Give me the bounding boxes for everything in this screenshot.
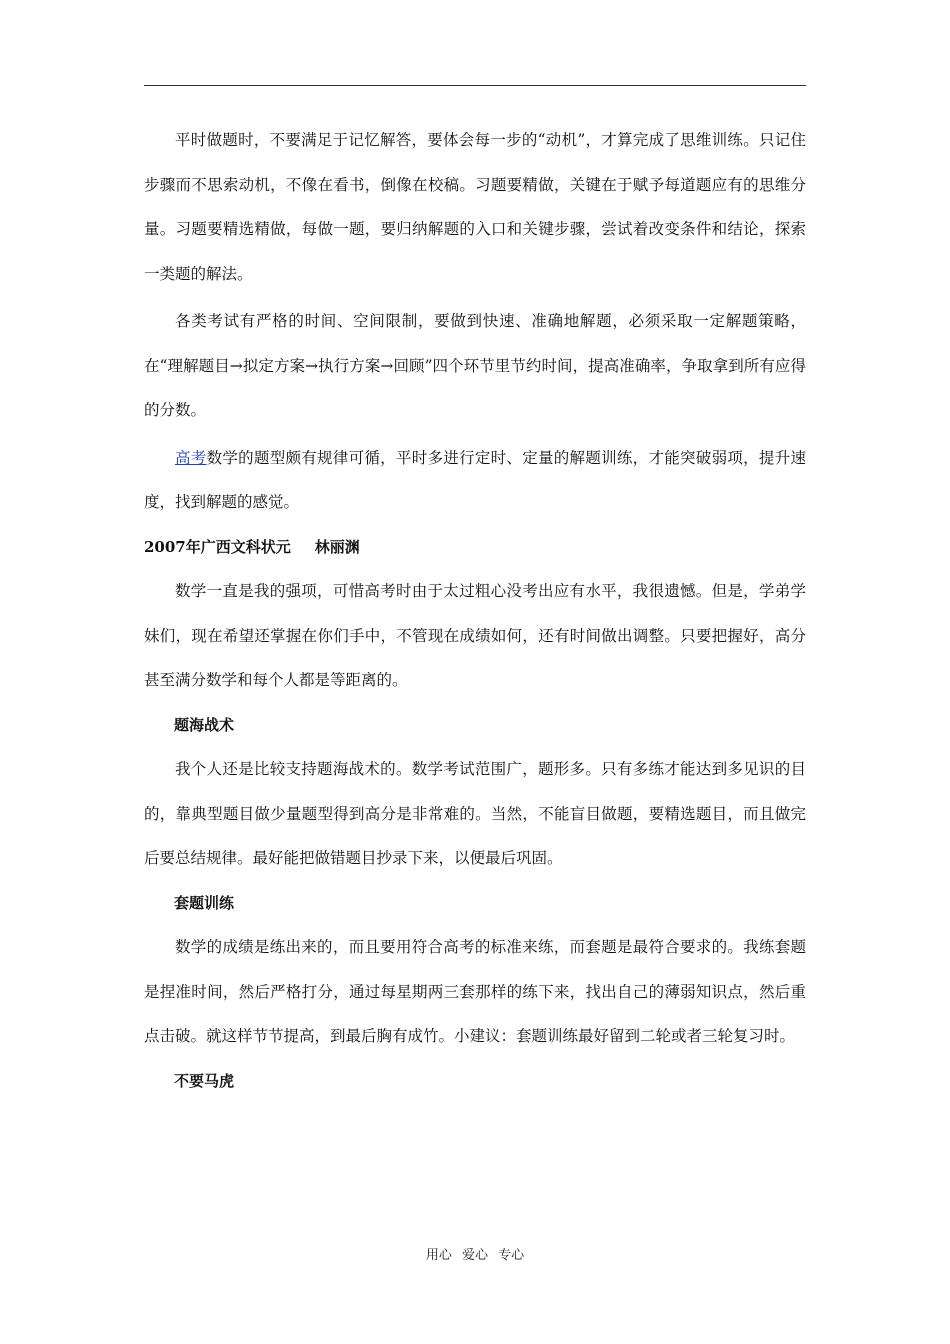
section-heading-question-sea: 题海战术 xyxy=(174,715,235,734)
section-heading-set-training: 套题训练 xyxy=(174,893,235,912)
gaokao-link[interactable]: 高考 xyxy=(175,448,207,467)
header-rule xyxy=(144,85,806,86)
author-heading xyxy=(144,525,806,570)
page-footer: 用心 爱心 专心 xyxy=(425,1248,525,1263)
section-body-set-training: 数学的成绩是练出来的，而且要用符合高考的标准来练，而套题是最符合要求的。我练套题是捏准时间，然后严格打分，通过每星期两三套那样的练下来，找出自己的薄弱知识点，然后重点击破。就这样节节提高，到最后胸有成竹。小建议：套题训练最好留到二轮或者三轮复习时。 xyxy=(144,938,806,1045)
paragraph-gaokao xyxy=(144,436,806,525)
author-title: 2007年广西文科状元 xyxy=(144,537,291,556)
document-body xyxy=(144,118,806,1103)
section-heading-no-careless: 不要马虎 xyxy=(174,1071,235,1090)
section-body-question-sea: 我个人还是比较支持题海战术的。数学考试范围广，题形多。只有多练才能达到多见识的目的，靠典型题目做少量题型得到高分是非常难的。当然，不能盲目做题，要精选题目，而且做完后要总结规律。最好能把做错题目抄录下来，以便最后巩固。 xyxy=(144,760,806,867)
paragraph-practice: 平时做题时，不要满足于记忆解答，要体会每一步的“动机”，才算完成了思维训练。只记住步骤而不思索动机，不像在看书，倒像在校稿。习题要精做，关键在于赋予每道题应有的思维分量。习题要精选精做，每做一题，要归纳解题的入口和关键步骤，尝试着改变条件和结论，探索一类题的解法。 xyxy=(144,131,806,283)
author-name: 林丽渊 xyxy=(314,537,360,556)
paragraph-gaokao-text: 数学的题型颇有规律可循，平时多进行定时、定量的解题训练，才能突破弱项，提升速度，找到解题的感觉。 xyxy=(144,448,806,511)
paragraph-intro: 数学一直是我的强项，可惜高考时由于太过粗心没考出应有水平，我很遗憾。但是，学弟学妹们，现在希望还掌握在你们手中，不管现在成绩如何，还有时间做出调整。只要把握好，高分甚至满分数学和每个人都是等距离的。 xyxy=(144,582,806,689)
paragraph-exam-strategy: 各类考试有严格的时间、空间限制，要做到快速、准确地解题，必须采取一定解题策略，在“理解题目→拟定方案→执行方案→回顾”四个环节里节约时间，提高准确率，争取拿到所有应得的分数。 xyxy=(144,312,806,419)
